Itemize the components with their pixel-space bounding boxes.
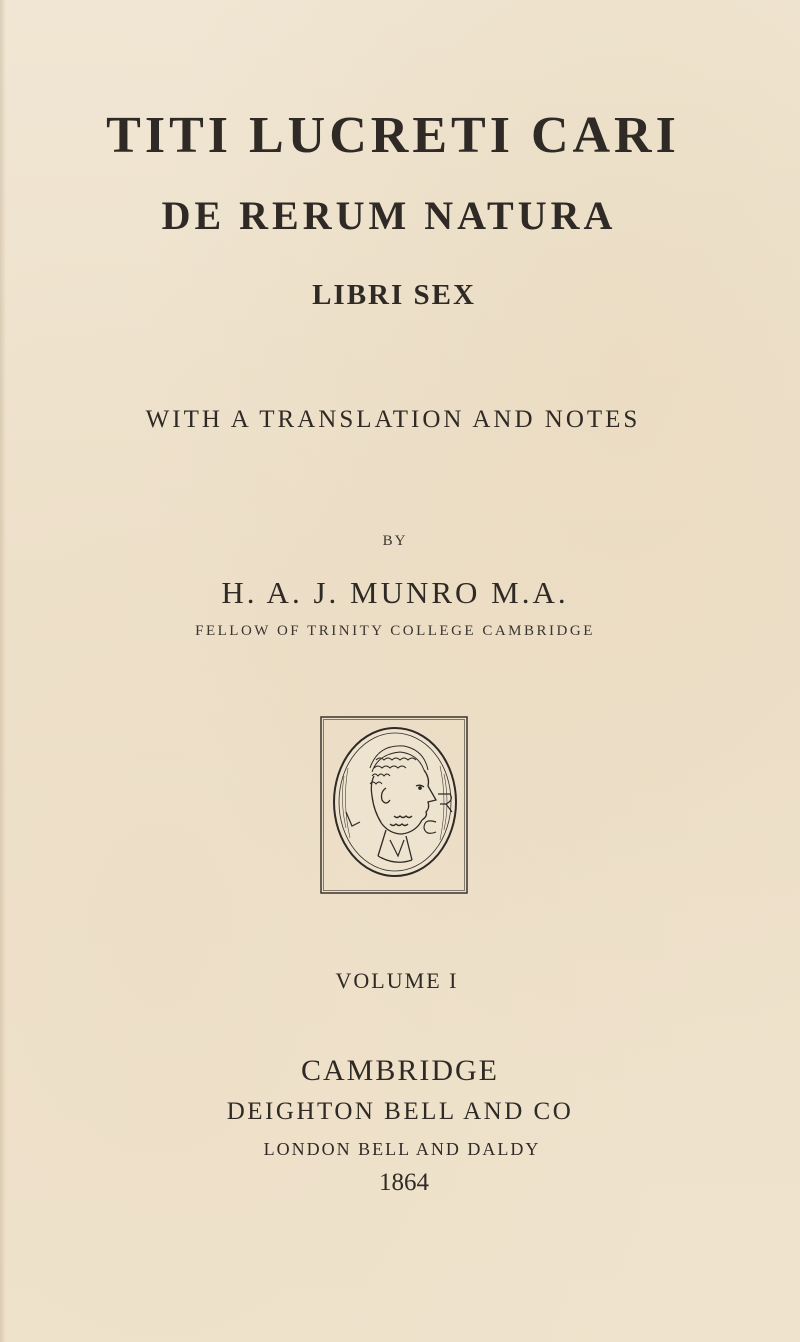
author-affiliation: FELLOW OF TRINITY COLLEGE CAMBRIDGE — [195, 623, 595, 639]
subtitle: WITH A TRANSLATION AND NOTES — [145, 406, 641, 433]
portrait-medallion-icon — [320, 716, 468, 894]
publication-year: 1864 — [379, 1169, 429, 1196]
publisher-name: DEIGHTON BELL AND CO — [226, 1098, 574, 1125]
title-line-3: LIBRI SEX — [312, 279, 476, 311]
distributor-name: LONDON BELL AND DALDY — [263, 1139, 541, 1159]
author-name: H. A. J. MUNRO M.A. — [221, 575, 569, 610]
volume-label: VOLUME I — [335, 968, 459, 993]
title-line-2: DE RERUM NATURA — [161, 193, 617, 238]
by-line: BY — [382, 533, 408, 549]
title-line-1: TITI LUCRETI CARI — [106, 107, 680, 164]
imprint-city: CAMBRIDGE — [300, 1054, 499, 1087]
